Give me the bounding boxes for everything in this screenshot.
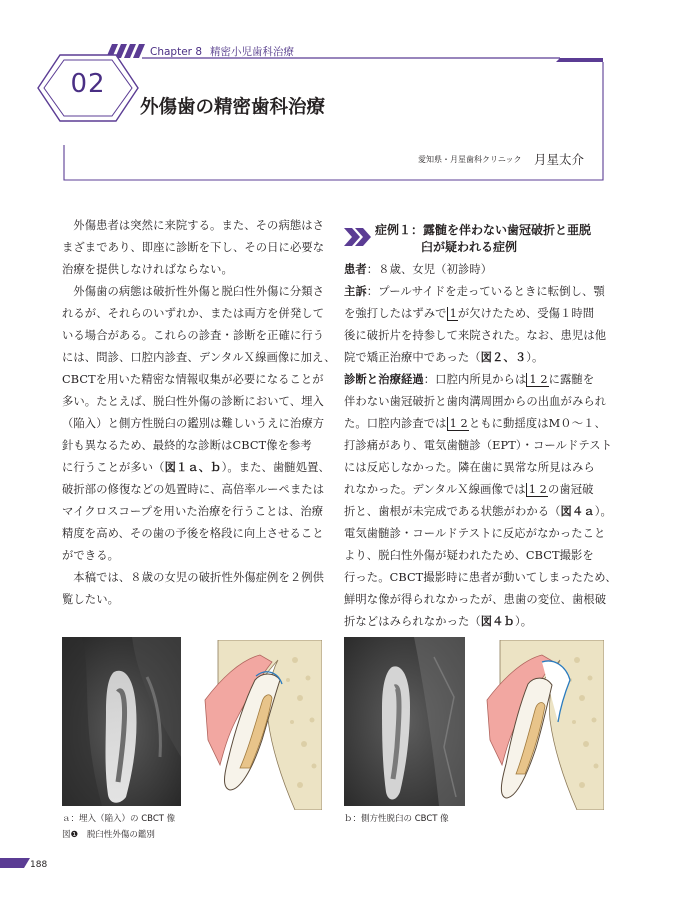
text-run: を強打したはずみで bbox=[344, 307, 447, 320]
complaint-paragraph bbox=[344, 281, 612, 369]
figure-reference[interactable]: 図２、３ bbox=[480, 351, 527, 364]
text-run: ）。 bbox=[526, 351, 544, 364]
author-name: 月星太介 bbox=[534, 152, 585, 167]
text-line: 打診痛があり、電気歯髄診（EPT）・コールドテスト bbox=[344, 439, 613, 452]
paragraph-3 bbox=[62, 567, 328, 611]
figure-number: 図❶ bbox=[62, 830, 79, 840]
text-line: には、問診、口腔内診査、デンタルＸ線画像に加え、 bbox=[62, 351, 336, 364]
text-run: た。口腔内診査では bbox=[344, 417, 447, 430]
text-line: 多い。たとえば、脱臼性外傷の診断において、埋入 bbox=[62, 395, 324, 408]
text-run: ：口腔内所見からは bbox=[423, 373, 527, 386]
text-line: 後に破折片を持参して来院された。なお、患児は他 bbox=[344, 329, 607, 342]
diagnosis-label: 診断と治療経過 bbox=[344, 373, 424, 386]
patient-label: 患者 bbox=[344, 263, 367, 276]
text-line bbox=[344, 483, 594, 496]
text-line: 破折部の修復などの処置時に、高倍率ルーペまたは bbox=[62, 483, 325, 496]
header-decoration bbox=[0, 0, 675, 215]
text-line: ができる。 bbox=[62, 549, 119, 562]
text-run: 院で矯正治療中であった（ bbox=[344, 351, 481, 364]
text-line bbox=[344, 307, 594, 320]
case-heading-line-2: 臼が疑われる症例 bbox=[421, 240, 518, 254]
text-line: 伴わない歯冠破折と歯肉溝周囲からの出血がみられ bbox=[344, 395, 607, 408]
text-line: マイクロスコープを用いた治療を行うことは、治療 bbox=[62, 505, 324, 518]
cbct-image-lateral-luxation bbox=[344, 637, 465, 806]
text-run: ：プールサイドを走っているときに転倒し、顎 bbox=[366, 285, 605, 298]
text-line bbox=[344, 615, 532, 628]
text-run: ）。 bbox=[514, 615, 533, 628]
text-line: 外傷歯の病態は破折性外傷と脱臼性外傷に分類さ bbox=[73, 285, 325, 298]
left-column bbox=[62, 215, 336, 611]
patient-paragraph bbox=[344, 259, 612, 281]
chapter-label bbox=[150, 44, 294, 58]
page-title: 外傷歯の精密歯科治療 bbox=[140, 97, 326, 118]
text-line: CBCTを用いた精密な情報収集が必要になることが bbox=[62, 373, 324, 386]
chapter-number: Chapter 8 bbox=[150, 46, 202, 58]
diagnosis-paragraph bbox=[344, 369, 617, 633]
chevron-double-icon bbox=[344, 228, 372, 246]
text-run: 折などはみられなかった（ bbox=[344, 615, 481, 628]
figure-caption-a: ａ：埋入（陥入）の CBCT 像 bbox=[62, 814, 176, 824]
text-line: （陥入）と側方性脱臼の鑑別は難しいうえに治療方 bbox=[62, 417, 325, 430]
text-line: より、脱臼性外傷が疑われたため、CBCT撮影を bbox=[344, 549, 594, 562]
author-affiliation: 愛知県・月星歯科クリニック bbox=[418, 155, 522, 164]
text-line bbox=[344, 417, 606, 430]
text-line bbox=[344, 351, 543, 364]
page-number: 188 bbox=[30, 860, 48, 870]
text-line: 治療を提供しなければならない。 bbox=[62, 263, 233, 276]
text-line bbox=[344, 505, 612, 518]
tooth-notation: 1 bbox=[447, 307, 458, 321]
text-line: 外傷患者は突然に来院する。また、その病態はさ bbox=[73, 219, 325, 232]
paragraph-1 bbox=[62, 215, 328, 281]
text-line bbox=[344, 373, 594, 386]
figure-reference[interactable]: 図１ａ、ｂ bbox=[164, 461, 222, 474]
figure-title-text: 脱臼性外傷の鑑別 bbox=[86, 830, 155, 840]
illustration-intrusion bbox=[200, 640, 322, 810]
text-line: 覧したい。 bbox=[62, 593, 119, 606]
page-number-tab bbox=[0, 856, 30, 868]
text-line: 針も異なるため、最終的な診断はCBCT像を参考 bbox=[62, 439, 312, 452]
text-run: に露髄を bbox=[548, 373, 595, 386]
text-run: が欠けたため、受傷１時間 bbox=[457, 307, 595, 320]
case-heading bbox=[375, 222, 615, 256]
text-line: 電気歯髄診・コールドテストに反応がなかったこと bbox=[344, 527, 606, 540]
figure-title bbox=[62, 828, 155, 840]
figure-caption-b: ｂ：側方性脱臼の CBCT 像 bbox=[344, 814, 449, 824]
figure-reference[interactable]: 図４ｂ bbox=[480, 615, 515, 628]
text-run: 折と、歯根が未完成である状態がわかる（ bbox=[344, 505, 561, 518]
text-run: ）。 bbox=[594, 505, 612, 518]
tooth-notation: 1 2 bbox=[447, 417, 469, 431]
text-line: 行った。CBCT撮影時に患者が動いてしまったため、 bbox=[344, 571, 617, 584]
cbct-image-intrusion bbox=[62, 637, 181, 806]
text-run: ）。また、歯髄処置、 bbox=[221, 461, 330, 474]
text-line bbox=[344, 263, 492, 276]
text-line bbox=[62, 461, 330, 474]
text-run: ：８歳、女児（初診時） bbox=[366, 263, 493, 276]
section-number: 02 bbox=[70, 69, 106, 99]
illustration-lateral-luxation bbox=[482, 640, 604, 810]
chapter-name: 精密小児歯科治療 bbox=[210, 46, 294, 58]
complaint-label: 主訴 bbox=[344, 285, 367, 298]
text-run: れなかった。デンタルＸ線画像では bbox=[344, 483, 526, 496]
text-run: に行うことが多い（ bbox=[62, 461, 165, 474]
text-line: には反応しなかった。隣在歯に異常な所見はみら bbox=[344, 461, 595, 474]
case-heading-line-1: 症例１：露髄を伴わない歯冠破折と亜脱 bbox=[375, 223, 592, 237]
text-line: いる場合がある。これらの診査・診断を正確に行う bbox=[62, 329, 325, 342]
paragraph-2 bbox=[62, 281, 336, 567]
text-line bbox=[344, 285, 605, 298]
tooth-notation: 1 2 bbox=[526, 373, 548, 387]
text-line: れるが、それらのいずれか、または両方を併発して bbox=[62, 307, 325, 320]
tooth-notation: 1 2 bbox=[526, 483, 548, 497]
right-column bbox=[344, 259, 617, 633]
text-line: まざまであり、即座に診断を下し、その日に必要な bbox=[62, 241, 325, 254]
text-line: 精度を高め、その歯の予後を格段に向上させること bbox=[62, 527, 324, 540]
text-run: ともに動揺度はM０～１、 bbox=[468, 417, 606, 430]
figure-reference[interactable]: 図４ａ bbox=[560, 505, 595, 518]
text-line: 鮮明な像が得られなかったが、患歯の変位、歯根破 bbox=[344, 593, 607, 606]
text-run: の歯冠破 bbox=[547, 483, 594, 496]
text-line: 本稿では、８歳の女児の破折性外傷症例を２例供 bbox=[73, 571, 325, 584]
